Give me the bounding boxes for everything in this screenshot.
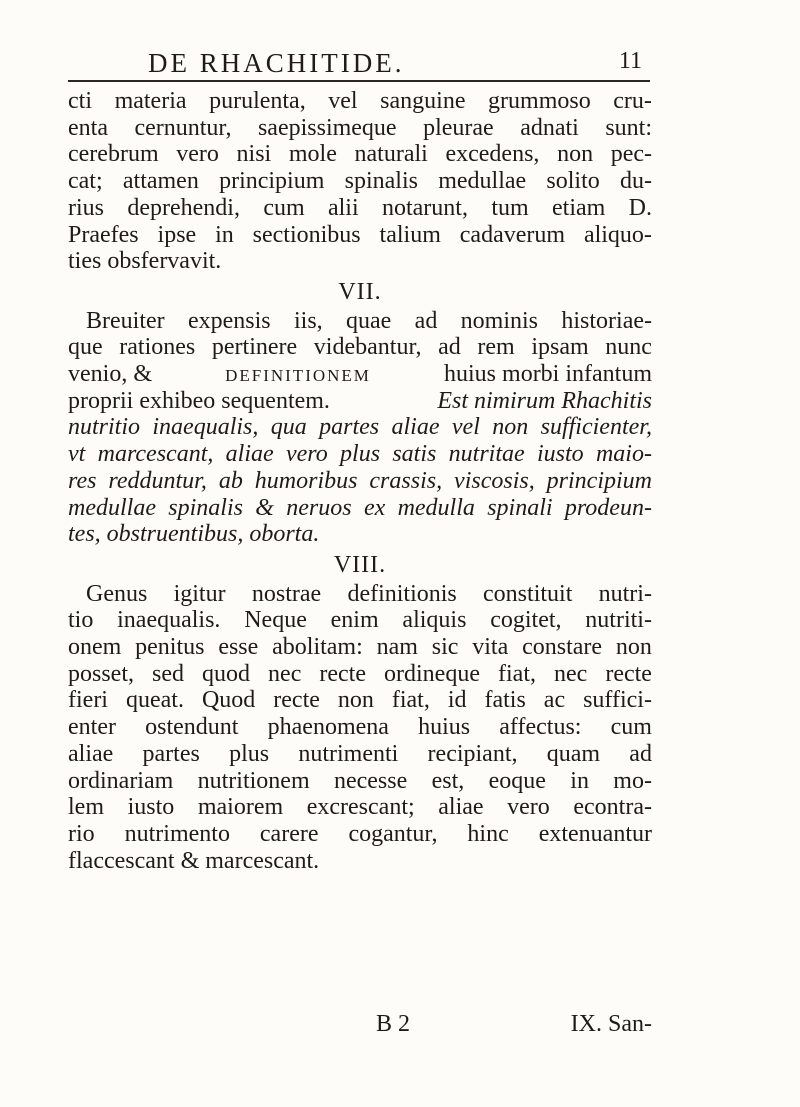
word: huius (418, 714, 471, 741)
word: tio (68, 607, 94, 634)
word: necesse (333, 767, 408, 794)
word: redduntur, (108, 467, 207, 494)
paragraph-3 (68, 581, 652, 875)
word: recipiant, (427, 740, 518, 767)
text-line (68, 821, 652, 848)
text-line (68, 714, 652, 741)
word: quod (202, 660, 251, 687)
word: maio- (595, 441, 652, 468)
word: cadaverum (459, 221, 566, 248)
word: ipse (157, 221, 197, 248)
word: iusto (127, 794, 175, 821)
word: deprehendi, (127, 194, 240, 221)
word: adnati (520, 114, 579, 141)
word: videbantur, (313, 334, 422, 361)
text-line (68, 634, 652, 661)
word: grummoso (488, 88, 591, 114)
word: humoribus (254, 467, 358, 494)
italic-line (68, 441, 652, 468)
text-line (68, 687, 652, 714)
word: sic (431, 634, 459, 661)
word: onem (68, 634, 122, 661)
word: prodeun- (564, 494, 652, 521)
section-heading-vii: VII. (338, 278, 382, 305)
word: & (255, 494, 274, 521)
word: cernuntur, (134, 114, 232, 141)
word: quam (546, 740, 601, 767)
word: qua (270, 414, 307, 441)
word: posset, (68, 660, 134, 687)
word: plus (340, 441, 381, 468)
word: ad (438, 334, 461, 361)
word: medullae (438, 168, 527, 195)
text-line (68, 141, 652, 168)
word: aliquis (402, 607, 467, 634)
word: nominis (460, 307, 539, 334)
text-line (68, 88, 652, 115)
word: cum (610, 714, 652, 741)
word: pertinere (211, 334, 298, 361)
text-run: huius morbi infantum (438, 361, 652, 388)
word: ac (543, 687, 566, 714)
word: que (68, 334, 103, 361)
text-line (68, 168, 652, 195)
word: nutritio (68, 414, 141, 441)
word: Genus (86, 580, 148, 607)
word: principium (219, 168, 325, 195)
text-line (68, 581, 652, 608)
small-caps-term: definitionem (225, 361, 371, 388)
text-line (68, 768, 652, 795)
text-line (68, 741, 652, 768)
text-line (68, 195, 652, 222)
paragraph-2 (68, 308, 652, 548)
word: vt (68, 441, 86, 468)
word: mole (288, 141, 337, 168)
word: res (68, 467, 97, 494)
word: vita (472, 634, 509, 661)
word: nutritionem (197, 767, 310, 794)
word: materia (114, 88, 187, 114)
italic-definition: Est nimirum Rhachitis (437, 387, 652, 414)
word: pleurae (423, 114, 494, 141)
word: nunc (605, 334, 652, 361)
section-heading-viii: VIII. (333, 551, 387, 578)
word: historiae- (561, 307, 652, 334)
word: neruos (286, 494, 352, 521)
signature-mark: B 2 (376, 1011, 411, 1037)
word: excedens, (445, 141, 540, 168)
word: ad (414, 307, 438, 334)
italic-line (68, 414, 652, 441)
word: affectus: (499, 714, 582, 741)
word: eoque (488, 767, 546, 794)
word: igitur (173, 580, 226, 607)
word: recte (319, 660, 366, 687)
word: satis (392, 441, 437, 468)
word: medullae (68, 494, 156, 521)
word: aliae (225, 441, 274, 468)
word: fiat, (498, 660, 536, 687)
word: Praefes (68, 221, 139, 248)
word: enter (68, 714, 116, 741)
word: suffici- (583, 687, 652, 714)
word: Breuiter (86, 307, 165, 334)
text-run: proprii exhibeo sequentem. (68, 387, 336, 414)
word: sed (152, 660, 185, 687)
word: non (557, 141, 594, 168)
text-line (68, 115, 652, 142)
word: talium (379, 221, 441, 248)
word: marcescant, (97, 441, 214, 468)
word: sanguine (380, 88, 466, 114)
italic-line: tes, obstruentibus, oborta. (68, 521, 320, 548)
word: cogitet, (490, 607, 562, 634)
word: fieri (68, 687, 108, 714)
catchword: IX. San- (570, 1011, 652, 1037)
word: solito (546, 168, 600, 195)
word: recte (273, 687, 320, 714)
word: rio (68, 820, 95, 847)
word: cti (68, 88, 92, 114)
word: ipsam (531, 334, 589, 361)
word: tum (491, 194, 529, 221)
word: rem (477, 334, 515, 361)
page-footer (68, 1011, 652, 1041)
text-line (68, 794, 652, 821)
text-line (68, 222, 652, 249)
word: vero (507, 794, 550, 821)
word: mo- (613, 767, 652, 794)
word: iis, (293, 307, 323, 334)
word: vero (285, 441, 328, 468)
word: phaenomena (267, 714, 389, 741)
word: partes (142, 740, 200, 767)
word: recte (605, 660, 652, 687)
word: pec- (610, 141, 652, 168)
word: abolitam: (272, 634, 363, 661)
word: in (570, 767, 589, 794)
word: non (615, 634, 652, 661)
page-header (148, 48, 642, 78)
word: spinalis (168, 494, 243, 521)
word: etiam (552, 194, 606, 221)
word: extenuantur (538, 820, 652, 847)
text-line: flaccescant & marcescant. (68, 847, 320, 874)
word: nutritae (448, 441, 525, 468)
word: maiorem (197, 794, 284, 821)
word: sectionibus (252, 221, 361, 248)
word: saepissimeque (257, 114, 397, 141)
word: ordinariam (68, 767, 174, 794)
word: nec (554, 660, 588, 687)
word: nisi (236, 141, 272, 168)
italic-line (68, 468, 652, 495)
word: inaequalis. (117, 607, 221, 634)
word: penitus (135, 634, 205, 661)
word: queat. (125, 687, 184, 714)
word: id (447, 687, 467, 714)
body-text (68, 88, 652, 874)
word: du- (620, 168, 652, 195)
word: ab (218, 467, 243, 494)
word: in (215, 221, 234, 248)
text-line: ties obsfervavit. (68, 248, 222, 275)
word: partes (319, 414, 380, 441)
word: lem (68, 794, 104, 821)
word: aliae (438, 794, 484, 821)
word: est, (431, 767, 465, 794)
word: definitionis (347, 580, 457, 607)
word: cat; (68, 168, 103, 195)
word: cru- (613, 88, 652, 114)
word: crassis, (369, 467, 443, 494)
text-line (68, 607, 652, 634)
word: viscosis, (454, 467, 535, 494)
word: quae (346, 307, 392, 334)
paragraph-1 (68, 88, 652, 275)
word: carere (259, 820, 319, 847)
word: ostendunt (145, 714, 239, 741)
word: aliae (68, 740, 114, 767)
header-rule (68, 80, 650, 82)
word: attamen (122, 168, 199, 195)
word: purulenta, (209, 88, 306, 114)
word: plus (229, 740, 270, 767)
word: ad (629, 740, 652, 767)
word: iusto (536, 441, 584, 468)
running-head: DE RHACHITIDE. (148, 48, 405, 78)
text-line (68, 308, 652, 335)
word: nutrimenti (298, 740, 399, 767)
word: fatis (484, 687, 526, 714)
word: non (492, 414, 529, 441)
italic-line (68, 495, 652, 522)
word: fiat, (391, 687, 430, 714)
word: alii (327, 194, 359, 221)
text-line (68, 361, 652, 388)
word: sunt: (605, 114, 652, 141)
word: enim (330, 607, 379, 634)
word: non (337, 687, 374, 714)
word: excrescant; (306, 794, 415, 821)
word: expensis (187, 307, 271, 334)
word: D. (628, 194, 652, 221)
word: rationes (119, 334, 196, 361)
word: vel (451, 414, 480, 441)
word: nutrimento (124, 820, 230, 847)
word: constare (522, 634, 603, 661)
word: notarunt, (381, 194, 468, 221)
word: enta (68, 114, 108, 141)
word: hinc (467, 820, 509, 847)
text-run: venio, & (68, 361, 158, 388)
word: ex (363, 494, 386, 521)
word: vero (176, 141, 219, 168)
word: principium (546, 467, 652, 494)
page-number: 11 (618, 48, 642, 74)
word: Neque (244, 607, 307, 634)
word: spinalis (344, 168, 418, 195)
word: cogantur, (348, 820, 438, 847)
text-line (68, 334, 652, 361)
word: econtra- (573, 794, 652, 821)
word: constituit (483, 580, 573, 607)
word: naturali (354, 141, 428, 168)
word: nutriti- (585, 607, 652, 634)
word: inaequalis, (152, 414, 259, 441)
word: nostrae (251, 580, 322, 607)
word: vel (328, 88, 358, 114)
text-line (68, 661, 652, 688)
word: cerebrum (68, 141, 159, 168)
word: medulla (397, 494, 475, 521)
word: ordineque (384, 660, 480, 687)
text-line (68, 388, 652, 415)
word: cum (263, 194, 305, 221)
word: esse (218, 634, 259, 661)
word: aliquo- (583, 221, 652, 248)
word: Quod (201, 687, 256, 714)
word: nutri- (598, 580, 652, 607)
word: nec (268, 660, 302, 687)
word: nam (376, 634, 418, 661)
word: rius (68, 194, 104, 221)
word: sufficienter, (540, 414, 652, 441)
word: aliae (391, 414, 440, 441)
word: spinali (487, 494, 553, 521)
